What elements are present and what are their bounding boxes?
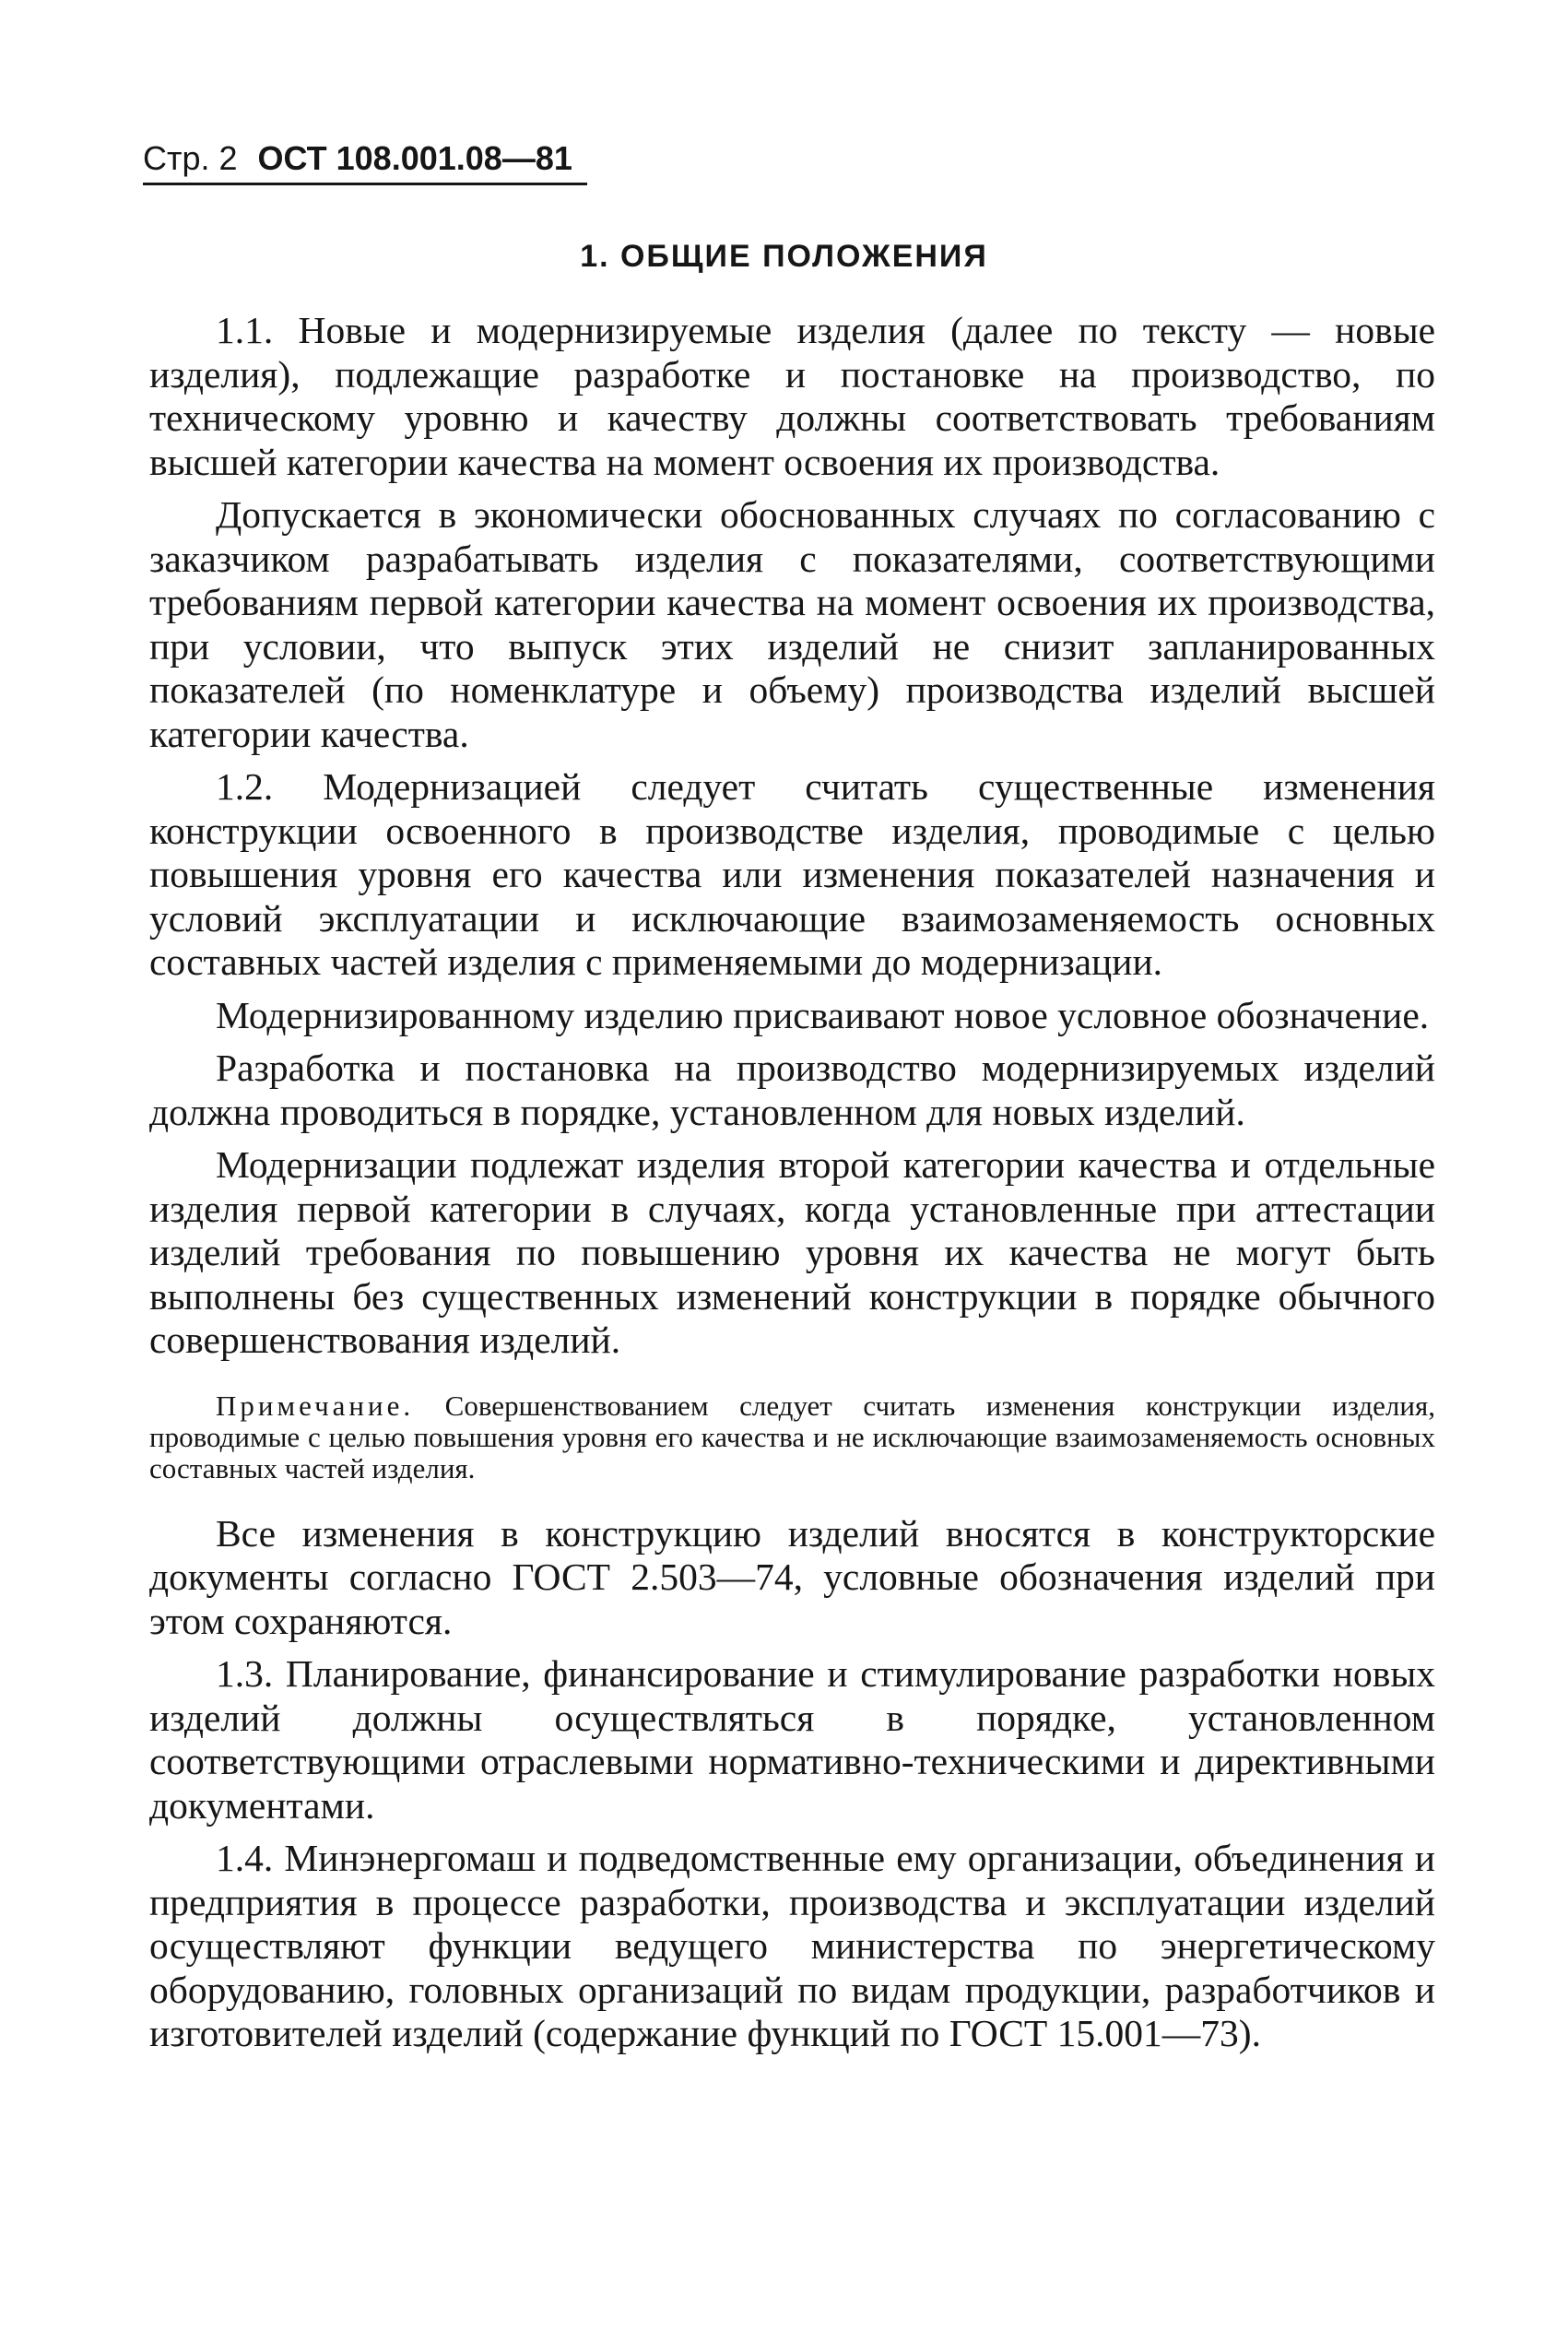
paragraph-development-order: Разработка и постановка на производство модернизируемых изделий должна проводиться в порядке, установленном для новых изделий. [149, 1047, 1435, 1133]
paragraph-modernization-scope: Модернизации подлежат изделия второй категории качества и отдельные изделия первой категории в случаях, когда установленные при аттестации изделий требования по повышению уровня их качества не могут быть выполнены без существенных изменений конструкции в порядке обычного совершенствования изделий. [149, 1143, 1435, 1361]
note-text: Совершенствованием следует считать изменения конструкции изделия, проводимые с целью повышения уровня его качества и не исключающие взаимозаменяемость основных составных частей изделия. [149, 1389, 1435, 1484]
standard-designation: ОСТ 108.001.08—81 [257, 139, 572, 177]
note-label: Примечание. [216, 1389, 415, 1422]
paragraph-designation: Модернизированному изделию присваивают новое условное обозначение. [216, 993, 1430, 1036]
paragraph-1-4: 1.4. Минэнергомаш и подведомственные ему организации, объединения и предприятия в процессе разработки, производства и эксплуатации изделий осуществляют функции ведущего министерства по энергетическому оборудованию, головных организаций по видам продукции, разработчиков и изготовителей изделий (содержание функций по ГОСТ 15.001—73). [149, 1837, 1435, 2054]
section-title: 1. ОБЩИЕ ПОЛОЖЕНИЯ [580, 239, 988, 274]
page-number: Стр. 2 [143, 139, 238, 177]
paragraph-1-2: 1.2. Модернизацией следует считать существенные изменения конструкции освоенного в производстве изделия, проводимые с целью повышения уровня его качества или изменения показателей назначения и условий эксплуатации и исключающие взаимозаменяемость основных составных частей изделия с применяемыми до модернизации. [149, 765, 1435, 983]
header-rule [143, 183, 587, 185]
paragraph-design-changes: Все изменения в конструкцию изделий вносятся в конструкторские документы согласно ГОСТ 2.503—74, условные обозначения изделий при этом сохраняются. [149, 1511, 1435, 1642]
paragraph-1-1: 1.1. Новые и модернизируемые изделия (далее по тексту — новые изделия), подлежащие разработке и постановке на производство, по техническому уровню и качеству должны соответствовать требованиям высшей категории качества на момент освоения их производства. [149, 309, 1435, 483]
note [149, 1390, 1435, 1484]
paragraph-1-3: 1.3. Планирование, финансирование и стимулирование разработки новых изделий должны осуществляться в порядке, установленном соответствующими отраслевыми нормативно-техническими и директивными документами. [149, 1652, 1435, 1827]
page-header [143, 138, 572, 179]
document-body [149, 309, 1435, 2056]
paragraph-allowance: Допускается в экономически обоснованных случаях по согласованию с заказчиком разрабатывать изделия с показателями, соответствующими требованиям первой категории качества на момент освоения их производства, при условии, что выпуск этих изделий не снизит запланированных показателей (по номенклатуре и объему) производства изделий высшей категории качества. [149, 493, 1435, 755]
